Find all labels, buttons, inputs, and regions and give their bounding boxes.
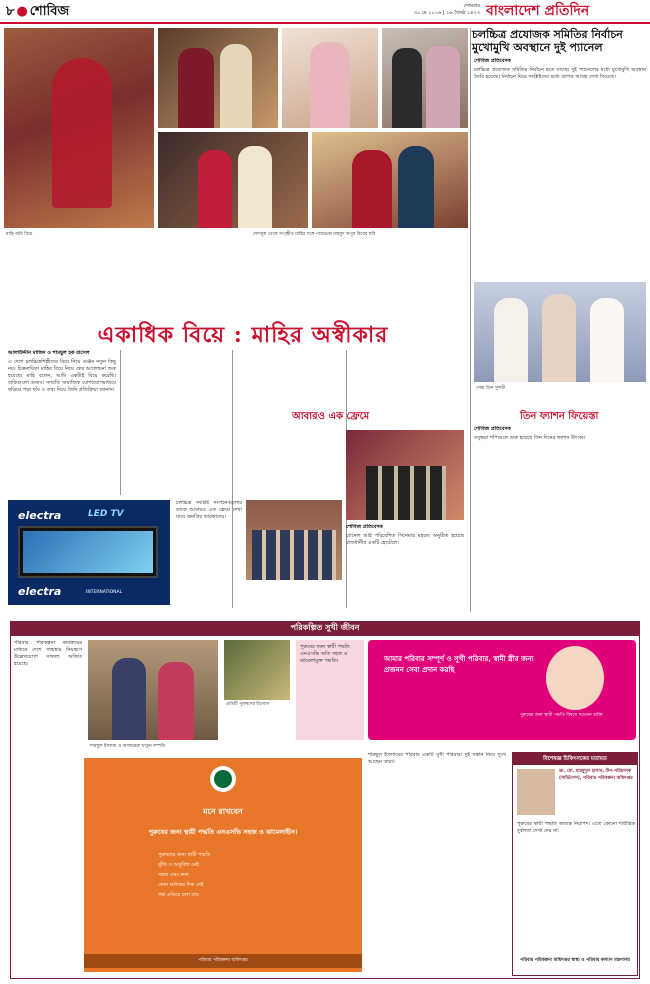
page-label — [6, 3, 69, 22]
brand-logo: বাংলাদেশ প্রতিদিন — [486, 3, 590, 19]
family-col-1: পরিবার পরিকল্পনা কার্যক্রমের মাধ্যমে দেশে জন্মহার নিয়ন্ত্রণে উল্লেখযোগ্য সাফল্য অর্জিত হয়েছে। — [14, 640, 82, 667]
quote-caption: পুরুষের জন্য স্থায়ী পদ্ধতি বিষয়ে সচেতন ব্যক্তি — [520, 713, 603, 718]
doctor-box — [512, 752, 638, 976]
date-text: ৩০ মে ২০১৬ | ১৬ জ্যৈষ্ঠ ১৪২৩ — [413, 10, 480, 16]
doctor-name: ডা. মো. মাহমুদুল হাসান, উপ-পরিচালক (সার্ভিসেস), পরিবার পরিকল্পনা অধিদপ্তর — [559, 769, 633, 781]
masthead — [0, 0, 650, 24]
nsv-ad-footer: পরিবার পরিকল্পনা অধিদপ্তর — [84, 954, 362, 968]
nsv-list-item: ঝুঁকি ও অসুবিধা নেই — [158, 862, 199, 868]
family-col-5: শামছুল ইসলামের পরিবার একটি সুখী পরিবার। দুই সন্তান নিয়ে সুখে আছেন তারা। — [368, 752, 506, 765]
main-story-col-1 — [8, 350, 116, 495]
photo-caption-right: ফেসবুক থেকে সংগৃহীত মাহির সঙ্গে পারভেজ মাহমুদ অপুর বিয়ের ছবি — [252, 232, 376, 237]
electra-brand-bottom: electra — [18, 585, 62, 598]
nsv-list-item: পুরুষদের জন্য স্থায়ী পদ্ধতি — [158, 852, 211, 858]
man-portrait-image — [546, 646, 604, 710]
nsv-ad — [84, 758, 362, 972]
side-story-text: চলচ্চিত্র প্রযোজক সমিতির নির্বাচন হতে যাচ্ছে। দুই প্যানেলের মধ্যে মুখোমুখি অবস্থান তৈরি হয়েছে। নির্বাচন ঘিরে সংশ্লিষ্টদের মধ্যে ব্যাপক আগ্রহ দেখা দিয়েছে। — [474, 67, 646, 80]
side-story-byline: শোবিজ প্রতিবেদক — [474, 58, 511, 64]
page-number: ৮ — [6, 4, 15, 19]
photo-caption-left: মাহি-অমি বিয়ে — [6, 232, 33, 237]
quote-box — [368, 640, 636, 740]
nsv-ad-list — [158, 850, 210, 900]
section-credit: পরিবার পরিকল্পনা অধিদপ্তর স্বাস্থ্য ও পরিবার কল্যাণ মন্ত্রণালয় — [520, 958, 630, 963]
main-headline: একাধিক বিয়ে : মাহির অস্বীকার — [97, 322, 389, 348]
fashion-story — [474, 426, 646, 608]
dot-icon: ● — [16, 4, 28, 19]
photo-bride-left — [4, 28, 154, 228]
section-banner — [10, 621, 640, 635]
middle-photo-group — [246, 500, 342, 580]
family-photo2-caption: প্রতিটি পুরুষদের উদ্যোগ — [226, 702, 270, 707]
date-block — [368, 3, 480, 17]
middle-story-byline: শোবিজ প্রতিবেদক — [346, 524, 383, 530]
side-photo-caption: সেরা তিন সুন্দরী — [476, 386, 506, 391]
pink-box-text: পুরুষের জন্য স্থায়ী পদ্ধতি এনএসভি অতি সহজ ও ঝামেলামুক্ত পদ্ধতি। — [300, 644, 350, 664]
fashion-body: বসুন্ধরা শপিংমলে শুরু হয়েছে তিন দিনের ফ্যাশন উৎসব। — [474, 435, 586, 441]
pink-info-box — [296, 640, 364, 740]
middle-story-title: আবারও এক ফ্রেমে — [292, 411, 370, 422]
nsv-list-item: গর্ভ এড়িয়ে চলা যায় — [158, 892, 199, 898]
electra-ad[interactable] — [8, 500, 170, 605]
family-photo-small — [224, 640, 290, 700]
fashion-byline: শোবিজ প্রতিবেদক — [474, 426, 511, 432]
nsv-list-item: সহজ এবং দ্রুত — [158, 872, 189, 878]
nsv-ad-title: মনে রাখবেন — [203, 807, 243, 816]
side-photo-models — [474, 282, 646, 382]
photo-couple-5 — [312, 132, 468, 228]
doctor-box-header: বিশেষজ্ঞ চিকিৎসকের মতামত — [513, 753, 637, 765]
day-text: সোমবার — [463, 3, 480, 9]
family-photo-caption: শামছুল ইসলাম ও আজমেরা খাতুন দম্পতি — [90, 744, 166, 749]
photo-couple-4 — [158, 132, 308, 228]
tv-screen-image — [18, 526, 158, 578]
middle-story-right — [346, 524, 464, 608]
doctor-portrait-image — [517, 769, 555, 815]
photo-couple-2 — [282, 28, 378, 128]
middle-story-body: চ্যানেল আই পরিবেশিত সিনেমার মহরত অনুষ্ঠিত হয়েছে রাজধানীর একটি হোটেলে। — [346, 533, 464, 546]
column-divider — [470, 28, 471, 612]
government-seal-icon — [210, 766, 236, 792]
electra-brand-top: electra — [18, 509, 62, 522]
photo-couple-1 — [158, 28, 278, 128]
electra-product: LED TV — [88, 509, 124, 519]
main-story-byline: আলাউদ্দীন মাজিদ ও শামছুল হক রাসেল — [8, 350, 90, 356]
main-story-body: এ দেশে চলচ্চিত্রশিল্পীদের বিয়ে নিয়ে গুঞ্জন নতুন কিছু নয়। চিত্রনায়িকা মাহির বিয়ে নিয়ে ফের আলোচনা শুরু হয়েছে। মাহি বলেন, আমি একটাই বিয়ে করেছি। বাকিগুলো গুজব। সম্প্রতি সামাজিক যোগাযোগমাধ্যমে ছড়িয়ে পড়া ছবি ও তথ্য নিয়ে তিনি প্রতিক্রিয়া জানান। — [8, 359, 116, 393]
family-photo-couple — [88, 640, 218, 740]
photo-couple-3 — [382, 28, 468, 128]
fashion-headline: তিন ফ্যাশন ফিয়েস্তা — [520, 411, 599, 422]
middle-story-left: চলচ্চিত্র সংশ্লিষ্ট সংগঠনগুলোর ডাকে আবারও এক ফ্রেমে দেখা যাবে জনপ্রিয় তারকাদের। — [176, 500, 242, 520]
side-headline: চলচ্চিত্র প্রযোজক সমিতির নির্বাচন মুখোমুখি অবস্থানে দুই প্যানেল — [472, 28, 623, 54]
section-name: শোবিজ — [29, 4, 70, 19]
nsv-ad-subtitle: পুরুষের জন্য স্থায়ী পদ্ধতি এনএসভি সহজ ও ঝামেলাহীন। — [148, 828, 298, 836]
side-story-body — [474, 58, 646, 280]
electra-tagline: INTERNATIONAL — [86, 590, 123, 595]
middle-photo-event — [346, 430, 464, 520]
column-divider — [120, 350, 121, 495]
quote-text: আমার পরিবার সম্পূর্ণ ও সুখী পরিবার, স্বামী স্ত্রীর জন্য প্রজনন সেবা প্রদান করছি — [384, 655, 534, 674]
doctor-body: পুরুষের স্থায়ী পদ্ধতি অত্যন্ত নিরাপদ। এতে কোনো শারীরিক দুর্বলতা দেখা দেয় না। — [517, 821, 635, 834]
nsv-list-item: কোন ক্ষতিকর দিক নেই — [158, 882, 204, 888]
section-banner-title: পরিকল্পিত সুখী জীবন — [290, 623, 360, 632]
